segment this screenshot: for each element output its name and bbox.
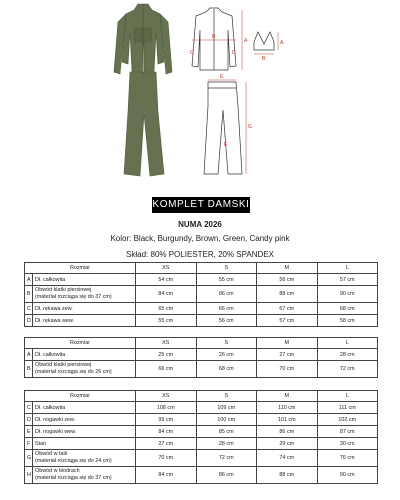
- row-letter: G: [25, 450, 33, 467]
- cell-value: 55 cm: [136, 315, 197, 327]
- cell-value: 90 cm: [317, 286, 378, 303]
- cell-value: 27 cm: [136, 438, 197, 450]
- cell-value: 72 cm: [317, 361, 378, 378]
- diagram-letter: D: [232, 50, 236, 56]
- header-s: S: [196, 263, 257, 274]
- color-options: Kolor: Black, Burgundy, Brown, Green, Candy pink: [110, 234, 290, 243]
- cell-value: 88 cm: [257, 286, 318, 303]
- header-l: L: [317, 391, 378, 402]
- cell-value: 70 cm: [136, 450, 197, 467]
- row-label-main: Obwód w biodrach: [35, 468, 80, 474]
- row-letter: A: [25, 274, 33, 286]
- cell-value: 70 cm: [257, 361, 318, 378]
- header-xs: XS: [136, 263, 197, 274]
- cell-value: 101 cm: [257, 414, 318, 426]
- cell-value: 66 cm: [136, 361, 197, 378]
- header-s: S: [196, 338, 257, 349]
- diagram-letter: G: [248, 124, 252, 130]
- row-label: Dł. nogawki wew.: [33, 426, 136, 438]
- row-label: Dł. całkowita: [33, 349, 136, 361]
- cell-value: 28 cm: [317, 349, 378, 361]
- cell-value: 99 cm: [136, 414, 197, 426]
- row-label: Dł. rękawa zew.: [33, 303, 136, 315]
- table-row: [25, 450, 378, 467]
- model-name: NUMA 2026: [178, 220, 222, 229]
- row-letter: F: [25, 438, 33, 450]
- row-label-note: (materiał rozciąga się do 26 cm): [35, 369, 112, 375]
- cell-value: 68 cm: [317, 303, 378, 315]
- cell-value: 57 cm: [317, 274, 378, 286]
- header-m: M: [257, 263, 318, 274]
- cell-value: 84 cm: [136, 467, 197, 484]
- row-label: [33, 286, 136, 303]
- cell-value: 28 cm: [196, 438, 257, 450]
- table-row: [25, 426, 378, 438]
- cell-value: 30 cm: [317, 438, 378, 450]
- cell-value: 86 cm: [196, 286, 257, 303]
- row-label-main: Obwód klatki piersiowej: [35, 287, 92, 293]
- cell-value: 57 cm: [257, 315, 318, 327]
- header-size: Rozmiar: [25, 391, 136, 402]
- row-label: [33, 467, 136, 484]
- header-l: L: [317, 263, 378, 274]
- header-s: S: [196, 391, 257, 402]
- diagram-letter: E: [224, 142, 228, 148]
- cell-value: 67 cm: [257, 303, 318, 315]
- row-letter: D: [25, 414, 33, 426]
- fabric-composition: Skład: 80% POLIESTER, 20% SPANDEX: [126, 250, 274, 259]
- row-label: Dł. nogawki zew.: [33, 414, 136, 426]
- cell-value: 88 cm: [257, 467, 318, 484]
- table-row: [25, 438, 378, 450]
- row-label: [33, 361, 136, 378]
- row-label-main: Obwód w talii: [35, 451, 68, 457]
- table-row: [25, 315, 378, 327]
- table-row: [25, 361, 378, 378]
- row-label-note: (materiał rozciąga się do 37 cm): [35, 475, 112, 481]
- cell-value: 66 cm: [196, 303, 257, 315]
- table-header-row: [25, 391, 378, 402]
- diagram-letter: C: [190, 50, 194, 56]
- cell-value: 25 cm: [136, 349, 197, 361]
- cell-value: 27 cm: [257, 349, 318, 361]
- table-header-row: [25, 338, 378, 349]
- cell-value: 65 cm: [136, 303, 197, 315]
- cell-value: 56 cm: [257, 274, 318, 286]
- row-label: [33, 450, 136, 467]
- header-m: M: [257, 391, 318, 402]
- row-label: Dł. rękawa wew.: [33, 315, 136, 327]
- row-letter: B: [25, 361, 33, 378]
- cell-value: 56 cm: [196, 315, 257, 327]
- row-letter: B: [25, 286, 33, 303]
- header-m: M: [257, 338, 318, 349]
- cell-value: 110 cm: [257, 402, 318, 414]
- cell-value: 109 cm: [196, 402, 257, 414]
- table-row: [25, 414, 378, 426]
- row-label-main: Obwód klatki piersiowej: [35, 362, 92, 368]
- diagram-letter: A: [280, 40, 284, 46]
- cell-value: 26 cm: [196, 349, 257, 361]
- row-label-note: (materiał rozciąga się do 37 cm): [35, 294, 112, 300]
- cell-value: 90 cm: [317, 467, 378, 484]
- technical-drawings: [188, 6, 300, 178]
- cell-value: 55 cm: [196, 274, 257, 286]
- row-letter: C: [25, 402, 33, 414]
- table-row: [25, 303, 378, 315]
- size-table-jacket: [24, 262, 378, 327]
- row-letter: D: [25, 315, 33, 327]
- cell-value: 108 cm: [136, 402, 197, 414]
- row-label: Stan: [33, 438, 136, 450]
- table-row: [25, 467, 378, 484]
- cell-value: 74 cm: [257, 450, 318, 467]
- row-letter: H: [25, 467, 33, 484]
- table-row: [25, 349, 378, 361]
- row-label: Dł. całkowita: [33, 402, 136, 414]
- table-row: [25, 286, 378, 303]
- cell-value: 86 cm: [257, 426, 318, 438]
- cell-value: 29 cm: [257, 438, 318, 450]
- row-letter: A: [25, 349, 33, 361]
- header-size: Rozmiar: [25, 338, 136, 349]
- header-size: Rozmiar: [25, 263, 136, 274]
- page-title: KOMPLET DAMSKI: [152, 197, 250, 213]
- cell-value: 102 cm: [317, 414, 378, 426]
- cell-value: 84 cm: [136, 286, 197, 303]
- diagram-letter: B: [212, 34, 216, 40]
- diagram-letter: B: [262, 56, 266, 62]
- cell-value: 68 cm: [196, 361, 257, 378]
- table-header-row: [25, 263, 378, 274]
- size-table-top: [24, 337, 378, 378]
- cell-value: 58 cm: [317, 315, 378, 327]
- cell-value: 100 cm: [196, 414, 257, 426]
- row-label: Dł. całkowita: [33, 274, 136, 286]
- row-letter: E: [25, 426, 33, 438]
- cell-value: 72 cm: [196, 450, 257, 467]
- product-photo: [104, 2, 182, 178]
- header-l: L: [317, 338, 378, 349]
- header-xs: XS: [136, 391, 197, 402]
- cell-value: 111 cm: [317, 402, 378, 414]
- cell-value: 86 cm: [196, 467, 257, 484]
- size-table-pants: [24, 390, 378, 484]
- cell-value: 87 cm: [317, 426, 378, 438]
- cell-value: 54 cm: [136, 274, 197, 286]
- cell-value: 84 cm: [136, 426, 197, 438]
- diagram-letter: A: [244, 38, 248, 44]
- table-row: [25, 274, 378, 286]
- table-row: [25, 402, 378, 414]
- diagram-letter: E: [220, 74, 224, 80]
- row-letter: C: [25, 303, 33, 315]
- cell-value: 85 cm: [196, 426, 257, 438]
- cell-value: 76 cm: [317, 450, 378, 467]
- header-xs: XS: [136, 338, 197, 349]
- row-label-note: (materiał rozciąga się do 24 cm): [35, 458, 112, 464]
